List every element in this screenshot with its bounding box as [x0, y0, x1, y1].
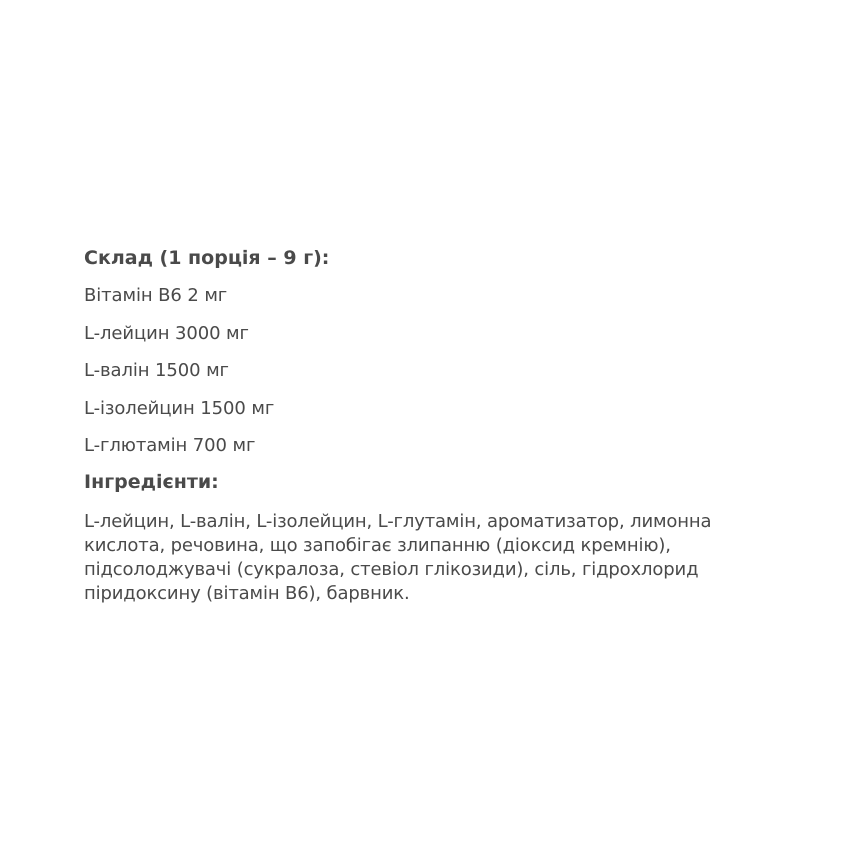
composition-heading: Склад (1 порція – 9 г): — [84, 247, 330, 269]
composition-item-leucine: L-лейцин 3000 мг — [84, 322, 249, 344]
ingredients-text: L-лейцин, L-валін, L-ізолейцин, L-глутамін, ароматизатор, лимонна кислота, речовина, що запобігає злипанню (діоксид кремнію), підсолоджувачі (сукралоза, стевіол глікозиди), сіль, гідрохлорид піридоксину (вітамін В6), барвник. — [84, 510, 712, 604]
composition-list — [84, 284, 784, 458]
composition-item-valine: L-валін 1500 мг — [84, 360, 229, 381]
product-info — [84, 246, 784, 606]
composition-item-vitamin-b6: Вітамін В6 2 мг — [84, 285, 228, 306]
composition-item-isoleucine: L-ізолейцин 1500 мг — [84, 397, 275, 419]
composition-item-glutamine: L-глютамін 700 мг — [84, 435, 256, 456]
ingredients-heading: Інгредієнти: — [84, 470, 219, 493]
